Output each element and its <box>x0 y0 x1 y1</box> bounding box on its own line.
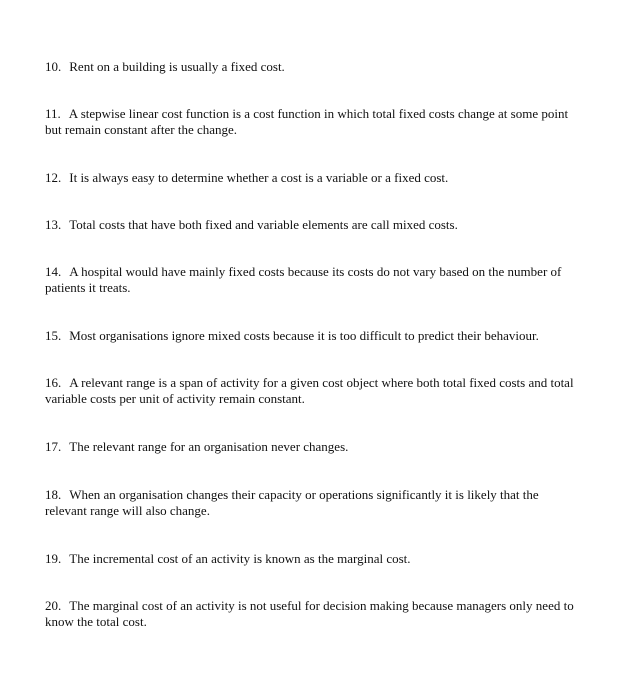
question-number: 18. <box>45 487 62 502</box>
question-number: 15. <box>45 328 62 343</box>
question-16 <box>45 375 580 407</box>
question-18 <box>45 487 580 519</box>
question-number: 14. <box>45 264 62 279</box>
question-13 <box>45 217 580 233</box>
question-text: Most organisations ignore mixed costs because it is too difficult to predict their behaviour. <box>69 328 539 343</box>
question-text: A stepwise linear cost function is a cost function in which total fixed costs change at some point but remain constant after the change. <box>45 106 569 137</box>
question-text: The marginal cost of an activity is not useful for decision making because managers only need to know the total cost. <box>45 598 574 629</box>
question-14 <box>45 264 580 296</box>
question-number: 10. <box>45 59 62 74</box>
question-text: The incremental cost of an activity is known as the marginal cost. <box>69 551 411 566</box>
question-11 <box>45 106 580 138</box>
question-text: The relevant range for an organisation never changes. <box>69 439 349 454</box>
question-number: 13. <box>45 217 62 232</box>
question-text: A hospital would have mainly fixed costs because its costs do not vary based on the number of patients it treats. <box>45 264 562 295</box>
question-10 <box>45 59 580 75</box>
question-number: 16. <box>45 375 62 390</box>
question-number: 17. <box>45 439 62 454</box>
question-number: 20. <box>45 598 62 613</box>
question-12 <box>45 170 580 186</box>
question-number: 19. <box>45 551 62 566</box>
question-text: When an organisation changes their capacity or operations significantly it is likely that the relevant range will also change. <box>45 487 539 518</box>
question-number: 11. <box>45 106 61 121</box>
question-text: Rent on a building is usually a fixed cost. <box>69 59 285 74</box>
question-text: It is always easy to determine whether a cost is a variable or a fixed cost. <box>69 170 449 185</box>
question-20 <box>45 598 580 630</box>
question-19 <box>45 551 580 567</box>
question-number: 12. <box>45 170 62 185</box>
question-text: Total costs that have both fixed and variable elements are call mixed costs. <box>69 217 458 232</box>
question-15 <box>45 328 580 344</box>
question-text: A relevant range is a span of activity for a given cost object where both total fixed costs and total variable costs per unit of activity remain constant. <box>45 375 574 406</box>
question-17 <box>45 439 580 455</box>
